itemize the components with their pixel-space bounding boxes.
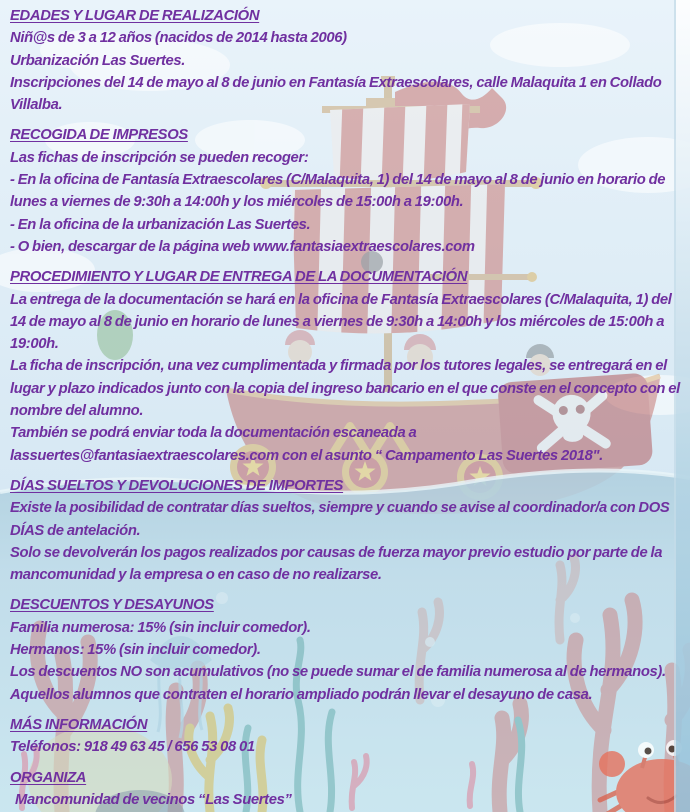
paragraph: Hermanos: 15% (sin incluir comedor). <box>10 642 261 659</box>
section-heading: DESCUENTOS Y DESAYUNOS <box>10 597 214 614</box>
paragraph: Niñ@s de 3 a 12 años (nacidos de 2014 hasta 2006) <box>10 30 347 47</box>
paragraph: La ficha de inscripción, una vez cumplimentada y firmada por los tutores legales, se entregará en el lugar y plazo indicados junto con la copia del ingreso bancario en el que conste en el concepto con el nombre del alumno. <box>10 358 680 420</box>
paragraph: Las fichas de inscripción se pueden recoger: <box>10 149 309 166</box>
paragraph: La entrega de la documentación se hará en la oficina de Fantasía Extraescolares (C/Malaquita, 1) del 14 de mayo al 8 de junio en horario de lunes a viernes de 9:30h a 14:00h y los miércoles de 15:00h a 19:00h. <box>10 291 672 353</box>
paragraph: También se podrá enviar toda la documentación escaneada a lassuertes@fantasiaextraescolares.com con el asunto “ Campamento Las Suertes 2018". <box>10 425 603 464</box>
paragraph: Aquellos alumnos que contraten el horario ampliado podrán llevar el desayuno de casa. <box>10 686 593 703</box>
paragraph: - O bien, descargar de la página web www.fantasiaextraescolares.com <box>10 238 475 255</box>
section-procedimiento <box>10 266 682 467</box>
section-recogida <box>10 124 682 258</box>
section-heading: DÍAS SUELTOS Y DEVOLUCIONES DE IMPORTES <box>10 477 344 494</box>
paragraph: - En la oficina de la urbanización Las Suertes. <box>10 216 311 233</box>
organizer-line: Mancomunidad de vecinos “Las Suertes” <box>15 791 292 808</box>
paragraph: Familia numerosa: 15% (sin incluir comedor). <box>10 619 311 636</box>
section-edades <box>10 5 682 116</box>
section-heading: EDADES Y LUGAR DE REALIZACIÓN <box>10 8 260 24</box>
section-heading: MÁS INFORMACIÓN <box>10 716 148 733</box>
section-heading: PROCEDIMIENTO Y LUGAR DE ENTREGA DE LA DOCUMENTACIÓN <box>10 269 468 286</box>
section-mas-informacion <box>10 714 682 759</box>
paragraph: - En la oficina de Fantasía Extraescolares (C/Malaquita, 1) del 14 de mayo al 8 de junio en horario de lunes a viernes de 9:30h a 14:00h y los miércoles de 15:00h a 19:00h. <box>10 172 666 211</box>
phones-line: Teléfonos: 918 49 63 45 / 656 53 08 01 <box>10 739 255 756</box>
paragraph: Solo se devolverán los pagos realizados por causas de fuerza mayor previo estudio por parte de la mancomunidad y la empresa o en caso de no realizarse. <box>10 544 663 584</box>
section-heading: ORGANIZA <box>10 769 87 786</box>
paragraph: Existe la posibilidad de contratar días sueltos, siempre y cuando se avise al coordinador/a con DOS DÍAS de antelación. <box>10 500 670 539</box>
section-descuentos <box>10 594 682 705</box>
section-organiza <box>10 767 682 812</box>
paragraph: Los descuentos NO son acumulativos (no se puede sumar el de familia numerosa al de hermanos). <box>10 664 666 681</box>
section-dias-sueltos <box>10 475 682 586</box>
paragraph: Inscripciones del 14 de mayo al 8 de junio en Fantasía Extraescolares, calle Malaquita 1 en Collado Villalba. <box>10 74 662 114</box>
section-heading: RECOGIDA DE IMPRESOS <box>10 127 188 144</box>
paragraph: Urbanización Las Suertes. <box>10 52 186 69</box>
